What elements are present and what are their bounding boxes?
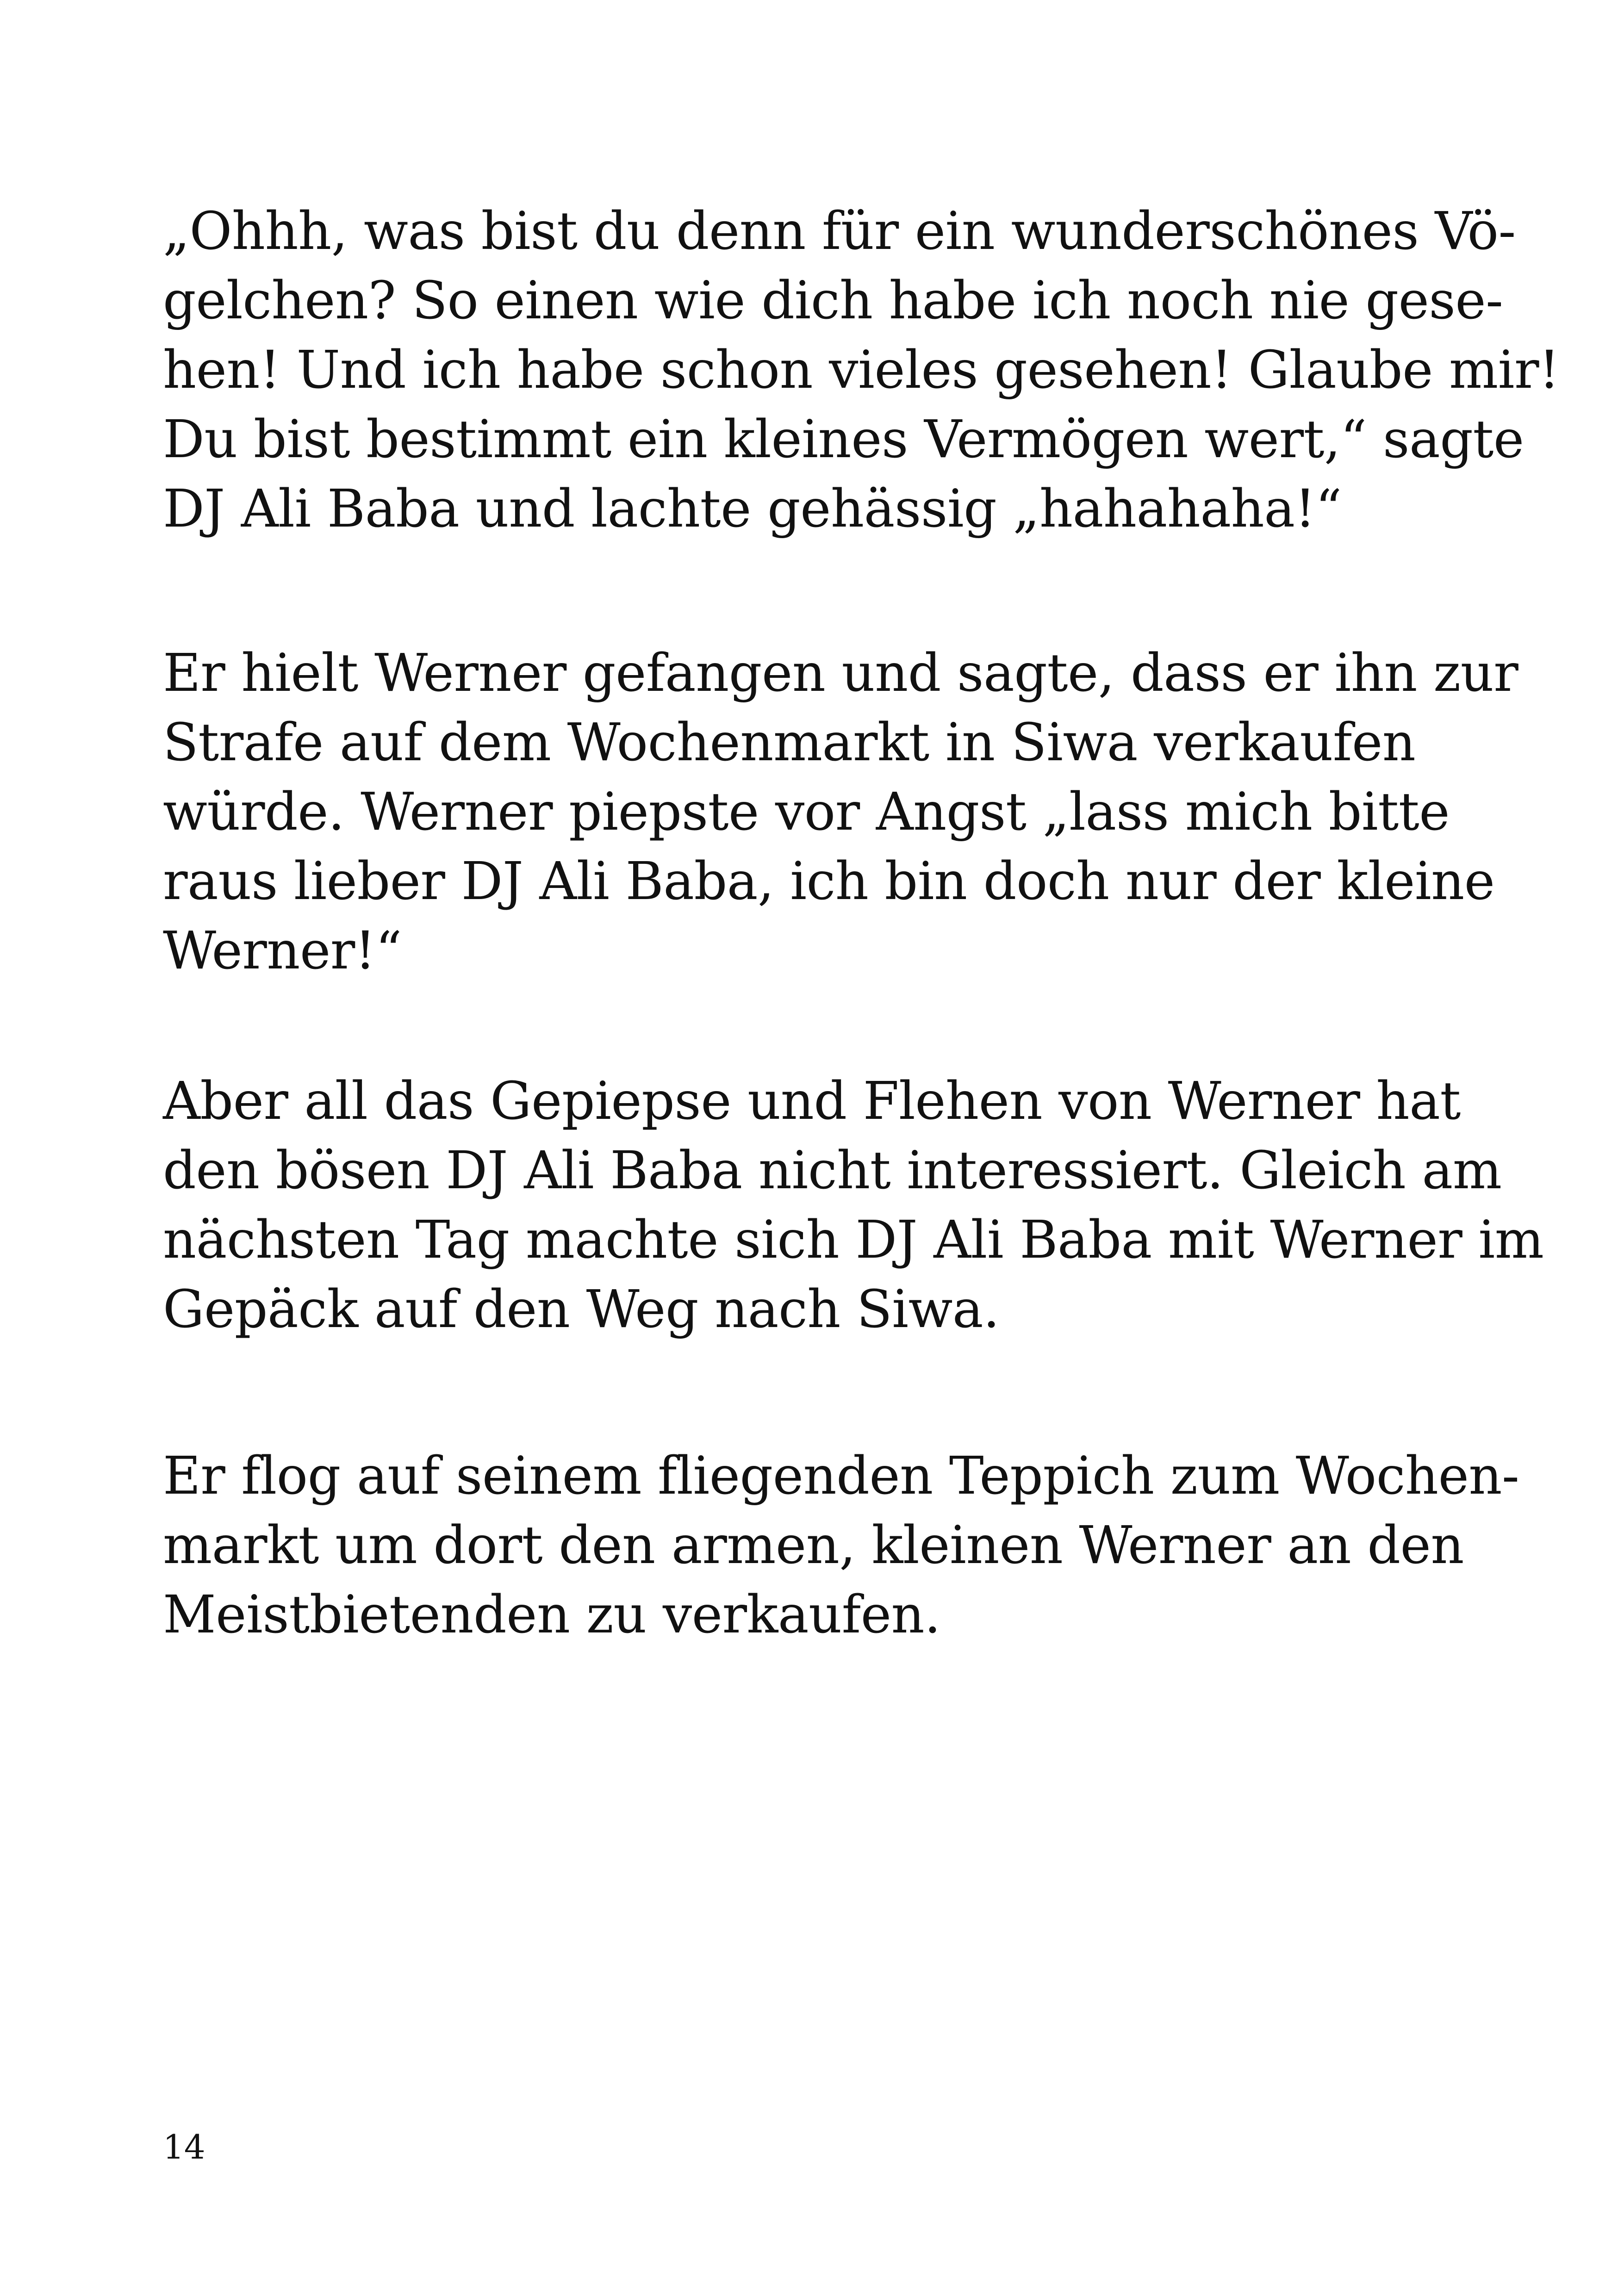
paragraph-4 — [163, 1441, 1519, 1650]
text-line: den bösen DJ Ali Baba nicht interessiert. Gleich am — [163, 1141, 1502, 1201]
text-line: Er hielt Werner gefangen und sagte, dass er ihn zur — [163, 643, 1518, 703]
paragraph-1 — [163, 197, 1560, 544]
text-line: nächsten Tag machte sich DJ Ali Baba mit Werner im — [163, 1210, 1544, 1270]
text-line: Werner!“ — [163, 921, 402, 981]
page-number: 14 — [163, 2128, 205, 2166]
text-line: markt um dort den armen, kleinen Werner an den — [163, 1515, 1464, 1576]
text-line: „Ohhh, was bist du denn für ein wunderschönes Vö- — [163, 201, 1516, 261]
text-line: Du bist bestimmt ein kleines Vermögen wert,“ sagte — [163, 410, 1524, 470]
paragraph-2 — [163, 639, 1518, 986]
text-line: Aber all das Gepiepse und Flehen von Werner hat — [163, 1071, 1461, 1131]
text-line: hen! Und ich habe schon vieles gesehen! Glaube mir! — [163, 340, 1560, 400]
text-line: DJ Ali Baba und lachte gehässig „hahahaha!“ — [163, 479, 1342, 539]
text-line: raus lieber DJ Ali Baba, ich bin doch nur der kleine — [163, 851, 1495, 912]
text-line: Er flog auf seinem fliegenden Teppich zum Wochen- — [163, 1446, 1519, 1506]
text-line: Gepäck auf den Weg nach Siwa. — [163, 1279, 1000, 1340]
text-line: gelchen? So einen wie dich habe ich noch nie gese- — [163, 271, 1503, 331]
text-line: Strafe auf dem Wochenmarkt in Siwa verkaufen — [163, 713, 1416, 773]
text-line: würde. Werner piepste vor Angst „lass mich bitte — [163, 782, 1450, 842]
text-line: Meistbietenden zu verkaufen. — [163, 1585, 941, 1645]
paragraph-3 — [163, 1067, 1544, 1344]
